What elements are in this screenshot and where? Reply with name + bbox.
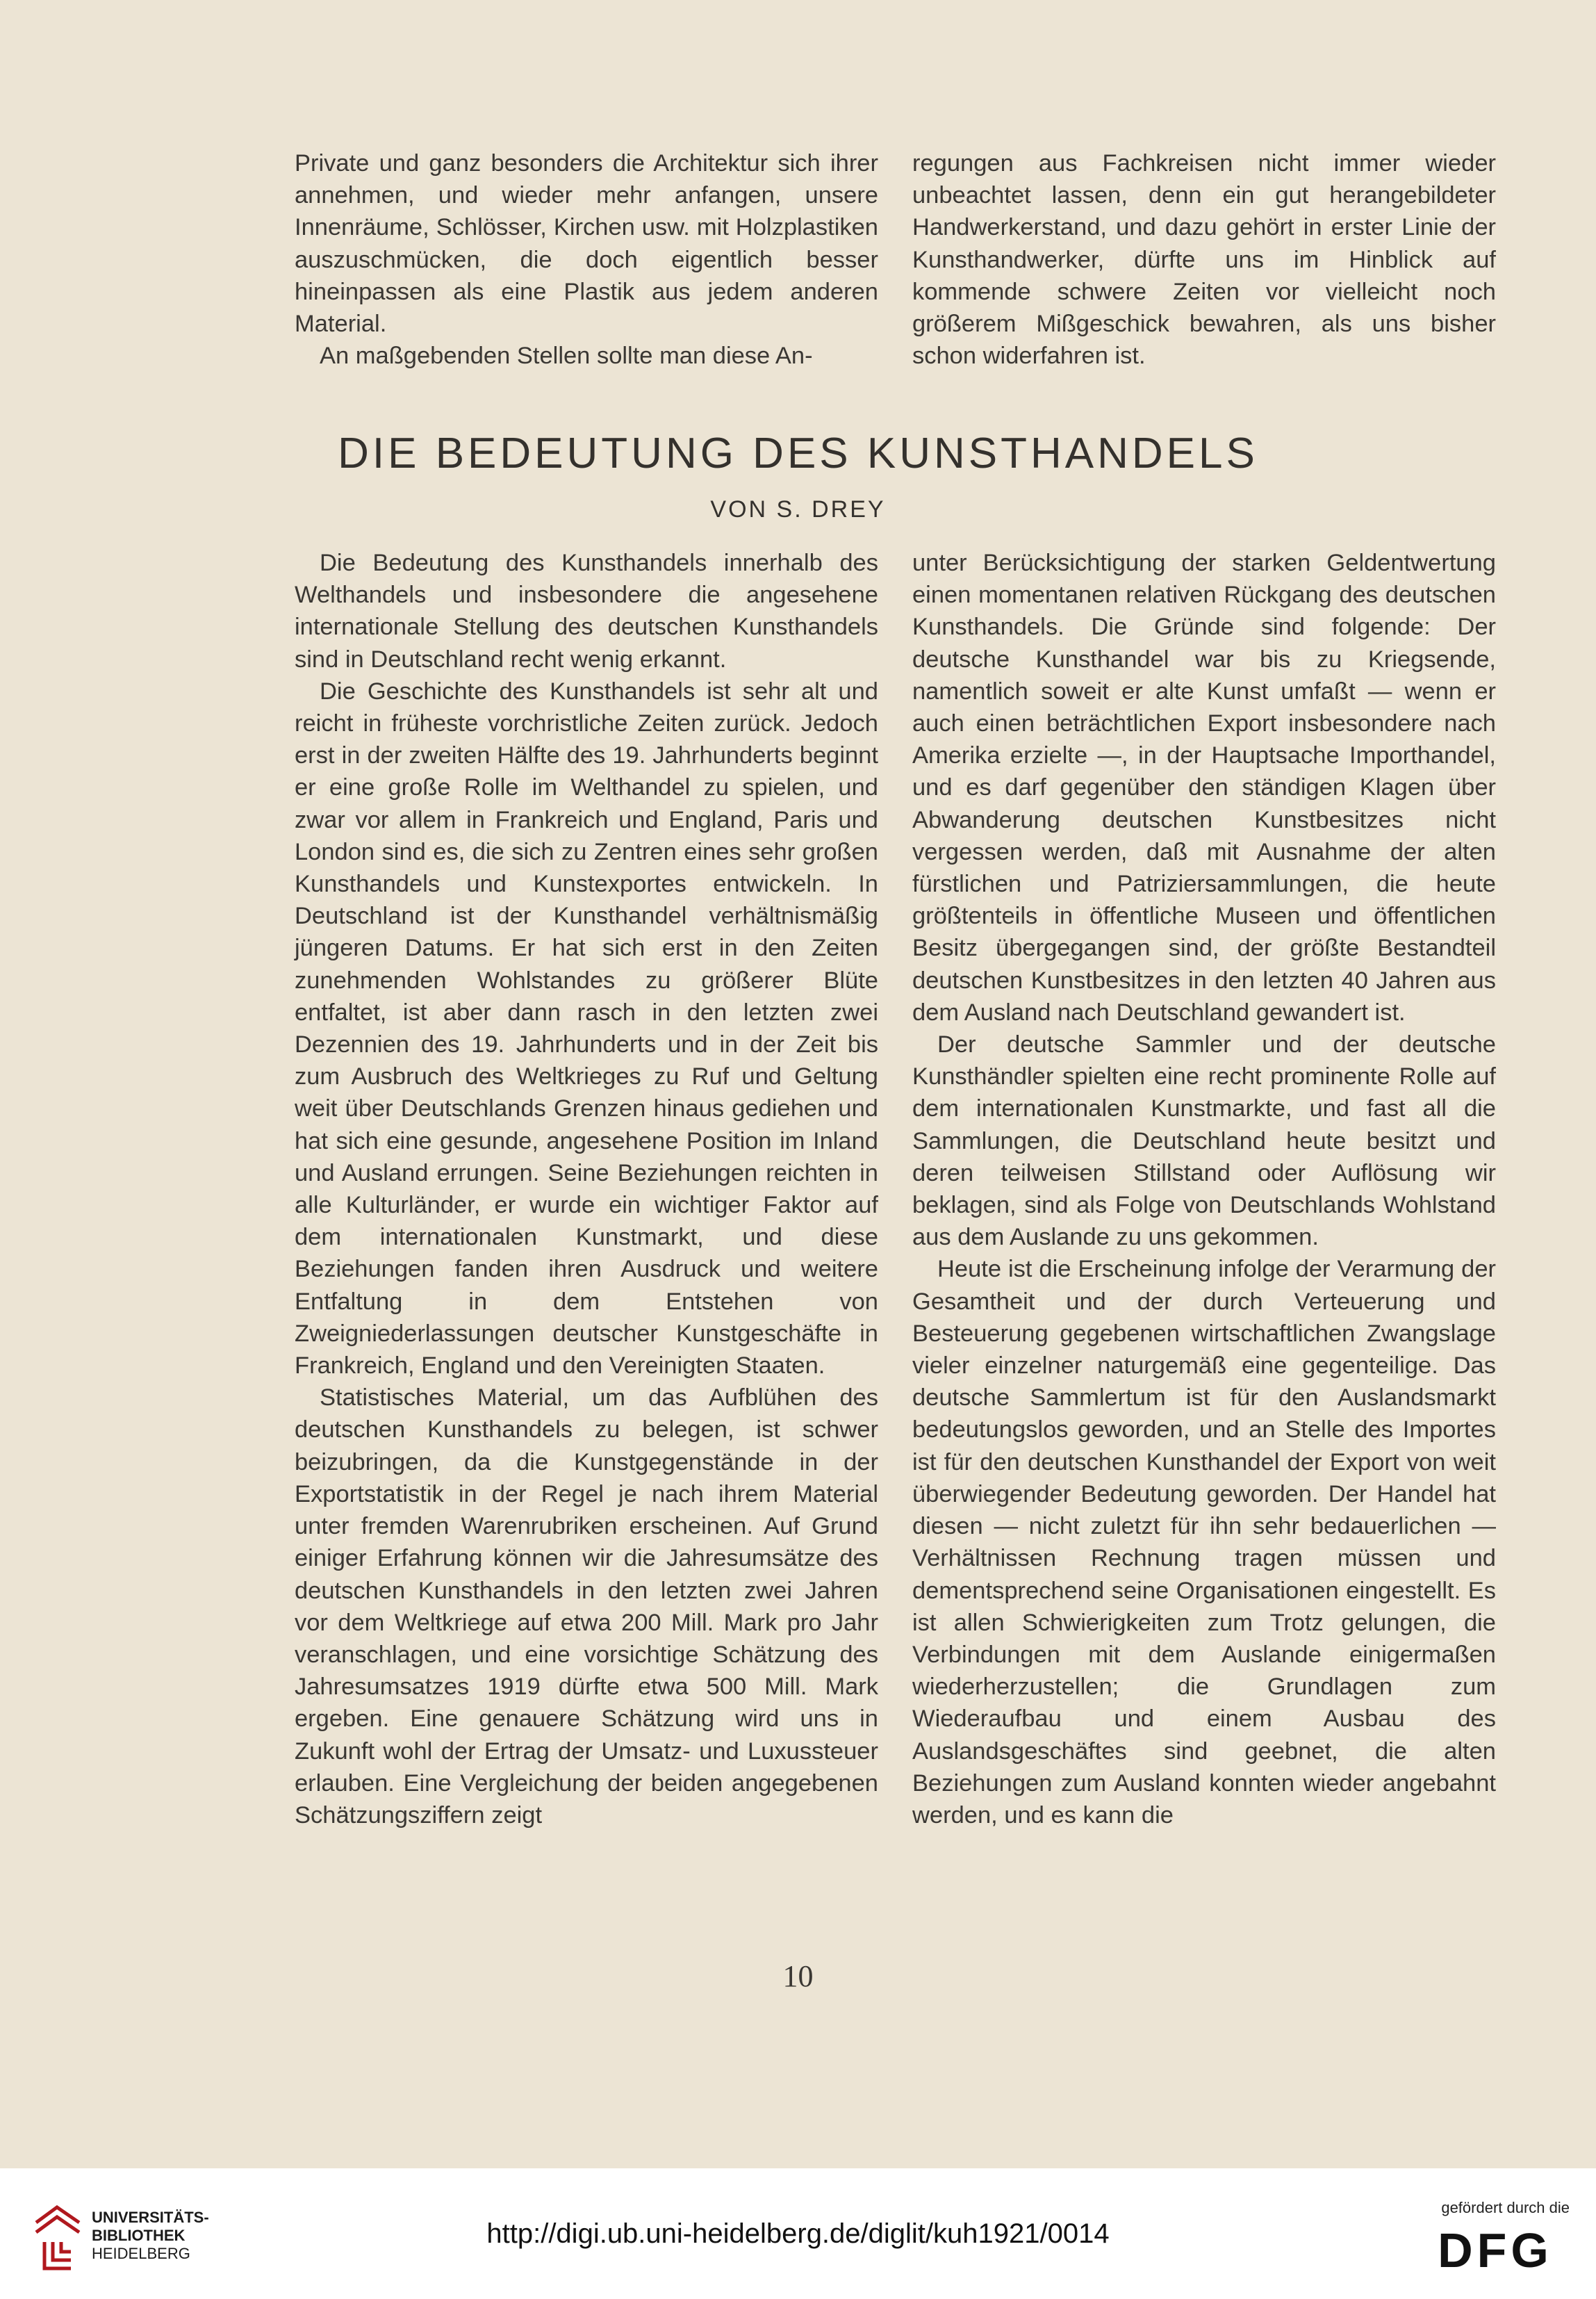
library-name-line: HEIDELBERG <box>92 2245 190 2262</box>
paragraph: Der deutsche Sammler und der deutsche Kunsthändler spielten eine recht prominente Rolle auf dem internationalen Kunstmarkte, und fast all die Sammlungen, die Deutschland heute besitzt und deren teilweisen Stillstand oder Auflösung wir beklagen, sind als Folge von Deutschlands Wohlstand aus dem Auslande zu uns gekommen. <box>912 1031 1496 1251</box>
permalink-url[interactable]: http://digi.ub.uni-heidelberg.de/diglit/kuh1921/0014 <box>486 2218 1110 2249</box>
viewer-footer <box>0 2168 1596 2299</box>
paragraph: unter Berücksichtigung der starken Geldentwertung einen momentanen relativen Rückgang des deutschen Kunsthandels. Die Gründe sind folgende: Der deutsche Kunsthandel war bis zu Kriegsende, namentlich soweit er alte Kunst umfaßt — wenn er auch einen beträchtlichen Export insbesondere nach Amerika erzielte —, in der Hauptsache Importhandel, und es darf gegenüber den ständigen Klagen über Abwanderung deutschen Kunstbesitzes nicht vergessen werden, daß mit Ausnahme der alten fürstlichen und Patriziersammlungen, die heute größtenteils in öffentliche Museen und öffentlichen Besitz übergegangen sind, der größte Bestandteil deutschen Kunstbesitzes in den letzten 40 Jahren aus dem Ausland nach Deutschland gewandert ist. <box>912 550 1496 1026</box>
paragraph: Die Geschichte des Kunsthandels ist sehr alt und reicht in früheste vorchristliche Zeiten zurück. Jedoch erst in der zweiten Hälfte des 19. Jahrhunderts beginnt er eine große Rolle im Welthandel zu spielen, und zwar vor allem in Frankreich und England, Paris und London sind es, die sich zu Zentren eines sehr großen Kunsthandels und Kunstexportes entwickeln. In Deutschland ist der Kunsthandel verhältnismäßig jüngeren Datums. Er hat sich erst in den Zeiten zunehmenden Wohlstandes zu größerer Blüte entfaltet, ist aber dann rasch in den letzten zwei Dezennien des 19. Jahrhunderts und in der Zeit bis zum Ausbruch des Weltkrieges zu Ruf und Geltung weit über Deutschlands Grenzen hinaus gediehen und hat sich eine gesunde, angesehene Position im Inland und Ausland errungen. Seine Beziehungen reichten in alle Kulturländer, er wurde ein wichtiger Faktor auf dem internationalen Kunstmarkt, und diese Beziehungen fanden ihren Ausdruck und weitere Entfaltung in dem Entstehen von Zweigniederlassungen deutscher Kunstgeschäfte in Frankreich, England und den Vereinigten Staaten. <box>295 678 878 1380</box>
dfg-logo-text: DFG <box>1438 2227 1553 2271</box>
paragraph: regungen aus Fachkreisen nicht immer wieder unbeachtet lassen, denn ein gut herangebildeter Handwerkerstand, und dazu gehört in erster Linie der Kunsthandwerker, dürfte uns im Hinblick auf kommende schwere Zeiten vor vielleicht noch größerem Mißgeschick bewahren, als uns bisher schon widerfahren ist. <box>912 150 1496 370</box>
paragraph: Die Bedeutung des Kunsthandels innerhalb des Welthandels und insbesondere die angesehene internationale Stellung des deutschen Kunsthandels sind in Deutschland recht wenig erkannt. <box>295 550 878 673</box>
top-right-column <box>912 147 1496 372</box>
library-name-line: UNIVERSITÄTS- <box>92 2209 209 2226</box>
dfg-logo-icon[interactable] <box>1421 2227 1570 2271</box>
article-right-column <box>912 547 1496 1831</box>
article-title: DIE BEDEUTUNG DES KUNSTHANDELS <box>338 429 1258 477</box>
top-left-column <box>295 147 878 372</box>
library-name-line: BIBLIOTHEK <box>92 2227 186 2244</box>
page-number: 10 <box>782 1959 814 1993</box>
funding-note: gefördert durch die <box>1441 2199 1570 2216</box>
article-byline: VON S. DREY <box>710 496 886 523</box>
article-left-column <box>295 547 878 1831</box>
paragraph: An maßgebenden Stellen sollte man diese An- <box>320 343 813 370</box>
paragraph: Private und ganz besonders die Architektur sich ihrer annehmen, und wieder mehr anfangen, unsere Innenräume, Schlösser, Kirchen usw. mit Holzplastiken auszuschmücken, die doch eigentlich besser hineinpassen als eine Plastik aus jedem anderen Material. <box>295 150 878 338</box>
paragraph: Heute ist die Erscheinung infolge der Verarmung der Gesamtheit und der durch Verteuerung und Besteuerung gegebenen wirtschaftlichen Zwangslage vieler einzelner naturgemäß eine gegenteilige. Das deutsche Sammlertum ist für den Auslandsmarkt bedeutungslos geworden, und an Stelle des Importes ist für den deutschen Kunsthandel der Export von weit überwiegender Bedeutung geworden. Der Handel hat diesen — nicht zuletzt für ihn sehr bedauerlichen — Verhältnissen Rechnung tragen müssen und dementsprechend seine Organisationen eingestellt. Es ist allen Schwierigkeiten zum Trotz gelungen, die Verbindungen mit dem Auslande einigermaßen wiederherzustellen; die Grundlagen zum Wiederaufbau und einem Ausbau des Auslandsgeschäftes sind geebnet, die alten Beziehungen zum Ausland konnten wieder angebahnt werden, und es kann die <box>912 1256 1496 1828</box>
paragraph: Statistisches Material, um das Aufblühen des deutschen Kunsthandels zu belegen, ist schwer beizubringen, da die Kunstgegenstände in der Exportstatistik in der Regel je nach ihrem Material unter fremden Warenrubriken erscheinen. Auf Grund einiger Erfahrung können wir die Jahresumsätze des deutschen Kunsthandels in den letzten zwei Jahren vor dem Weltkriege auf etwa 200 Mill. Mark pro Jahr veranschlagen, und eine vorsichtige Schätzung des Jahresumsatzes 1919 dürfte etwa 500 Mill. Mark ergeben. Eine genauere Schätzung wird uns in Zukunft wohl der Ertrag der Umsatz- und Luxussteuer erlauben. Eine Vergleichung der beiden angegebenen Schätzungsziffern zeigt <box>295 1384 878 1828</box>
